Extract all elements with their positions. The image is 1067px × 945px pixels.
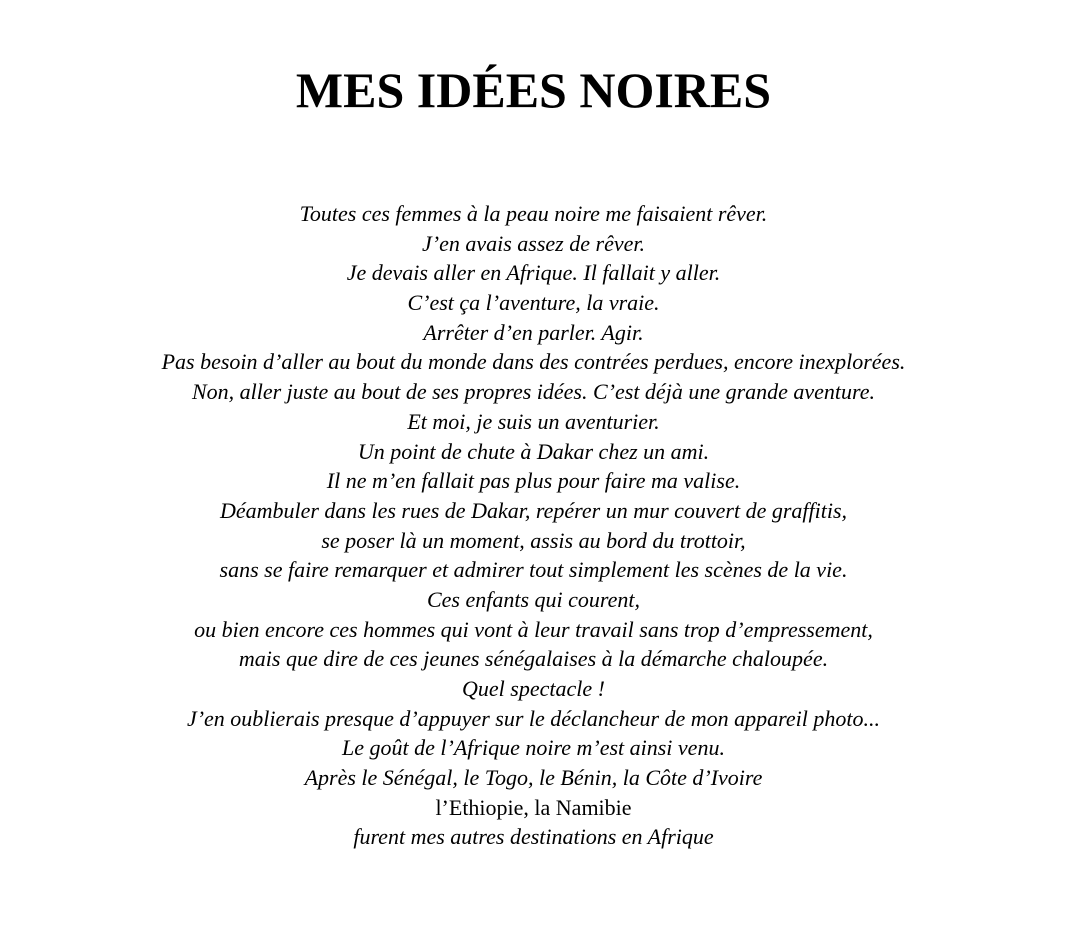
- poem-line: Le goût de l’Afrique noire m’est ainsi venu.: [342, 735, 725, 761]
- poem-line: Je devais aller en Afrique. Il fallait y aller.: [346, 260, 721, 286]
- poem-line: Un point de chute à Dakar chez un ami.: [357, 438, 710, 464]
- poem-line: Quel spectacle !: [462, 676, 605, 701]
- poem-line: Et moi, je suis un aventurier.: [407, 408, 660, 434]
- poem-line: furent mes autres destinations en Afrique: [353, 824, 714, 850]
- poem-line: Après le Sénégal, le Togo, le Bénin, la Côte d’Ivoire: [304, 765, 763, 791]
- poem-line: sans se faire remarquer et admirer tout simplement les scènes de la vie.: [219, 557, 848, 583]
- poem-line: Non, aller juste au bout de ses propres idées. C’est déjà une grande aventure.: [191, 379, 876, 405]
- poem-line: Pas besoin d’aller au bout du monde dans des contrées perdues, encore inexplorées.: [161, 349, 906, 375]
- poem-line: Arrêter d’en parler. Agir.: [423, 319, 644, 345]
- poem-line: J’en oublierais presque d’appuyer sur le déclancheur de mon appareil photo...: [186, 705, 881, 731]
- poem-line: J’en avais assez de rêver.: [422, 230, 645, 256]
- poem-body: [0, 199, 1067, 852]
- poem-line: Il ne m’en fallait pas plus pour faire ma valise.: [326, 468, 741, 494]
- poem-line: se poser là un moment, assis au bord du trottoir,: [321, 527, 746, 553]
- poem-line: Déambuler dans les rues de Dakar, repérer un mur couvert de graffitis,: [219, 497, 848, 523]
- poem-line: Ces enfants qui courent,: [426, 586, 641, 612]
- poem-line: Toutes ces femmes à la peau noire me faisaient rêver.: [299, 201, 768, 226]
- poem-line: C’est ça l’aventure, la vraie.: [407, 290, 660, 316]
- poem-line: mais que dire de ces jeunes sénégalaises à la démarche chaloupée.: [238, 646, 829, 672]
- poem-line: l’Ethiopie, la Namibie: [435, 794, 632, 820]
- page-title: MES IDÉES NOIRES: [295, 62, 772, 118]
- poem-line: ou bien encore ces hommes qui vont à leur travail sans trop d’empressement,: [194, 616, 873, 642]
